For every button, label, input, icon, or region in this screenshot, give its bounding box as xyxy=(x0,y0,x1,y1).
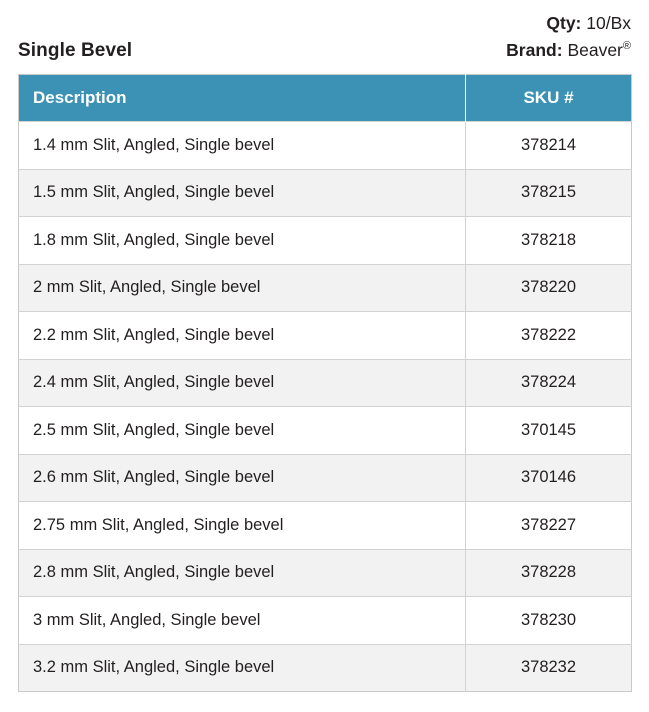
brand-value: Beaver xyxy=(567,40,623,61)
table-row xyxy=(19,217,632,265)
cell-sku: 378218 xyxy=(466,217,632,265)
cell-sku: 370146 xyxy=(466,454,632,502)
cell-description: 2.4 mm Slit, Angled, Single bevel xyxy=(19,359,466,407)
product-table xyxy=(18,74,632,692)
table-row xyxy=(19,407,632,455)
qty-label: Qty: xyxy=(546,13,582,33)
cell-sku: 378224 xyxy=(466,359,632,407)
cell-description: 1.8 mm Slit, Angled, Single bevel xyxy=(19,217,466,265)
cell-sku: 378215 xyxy=(466,169,632,217)
table-row xyxy=(19,454,632,502)
cell-description: 3 mm Slit, Angled, Single bevel xyxy=(19,597,466,645)
cell-sku: 378228 xyxy=(466,549,632,597)
cell-description: 2.8 mm Slit, Angled, Single bevel xyxy=(19,549,466,597)
cell-description: 1.4 mm Slit, Angled, Single bevel xyxy=(19,122,466,170)
table-row xyxy=(19,502,632,550)
cell-description: 1.5 mm Slit, Angled, Single bevel xyxy=(19,169,466,217)
cell-sku: 378220 xyxy=(466,264,632,312)
column-header-sku: SKU # xyxy=(466,75,632,122)
cell-description: 2 mm Slit, Angled, Single bevel xyxy=(19,264,466,312)
table-row xyxy=(19,169,632,217)
cell-description: 2.75 mm Slit, Angled, Single bevel xyxy=(19,502,466,550)
cell-sku: 378232 xyxy=(466,644,632,692)
cell-sku: 378222 xyxy=(466,312,632,360)
table-header-row xyxy=(19,75,632,122)
table-header xyxy=(19,75,632,122)
table-row xyxy=(19,549,632,597)
cell-description: 2.5 mm Slit, Angled, Single bevel xyxy=(19,407,466,455)
column-header-description: Description xyxy=(19,75,466,122)
registered-trademark-icon: ® xyxy=(622,40,631,53)
qty-value: 10/Bx xyxy=(586,13,631,33)
brand-label: Brand: xyxy=(506,40,563,61)
table-row xyxy=(19,644,632,692)
page-header xyxy=(18,0,631,74)
table-row xyxy=(19,264,632,312)
table-row xyxy=(19,312,632,360)
qty-row xyxy=(506,10,631,37)
cell-sku: 378230 xyxy=(466,597,632,645)
table-row xyxy=(19,597,632,645)
table-row xyxy=(19,122,632,170)
product-meta xyxy=(506,10,631,64)
cell-sku: 378214 xyxy=(466,122,632,170)
cell-sku: 378227 xyxy=(466,502,632,550)
table-body xyxy=(19,122,632,692)
page-title: Single Bevel xyxy=(18,40,133,61)
table-row xyxy=(19,359,632,407)
cell-sku: 370145 xyxy=(466,407,632,455)
brand-row xyxy=(506,37,631,64)
cell-description: 2.6 mm Slit, Angled, Single bevel xyxy=(19,454,466,502)
cell-description: 2.2 mm Slit, Angled, Single bevel xyxy=(19,312,466,360)
cell-description: 3.2 mm Slit, Angled, Single bevel xyxy=(19,644,466,692)
